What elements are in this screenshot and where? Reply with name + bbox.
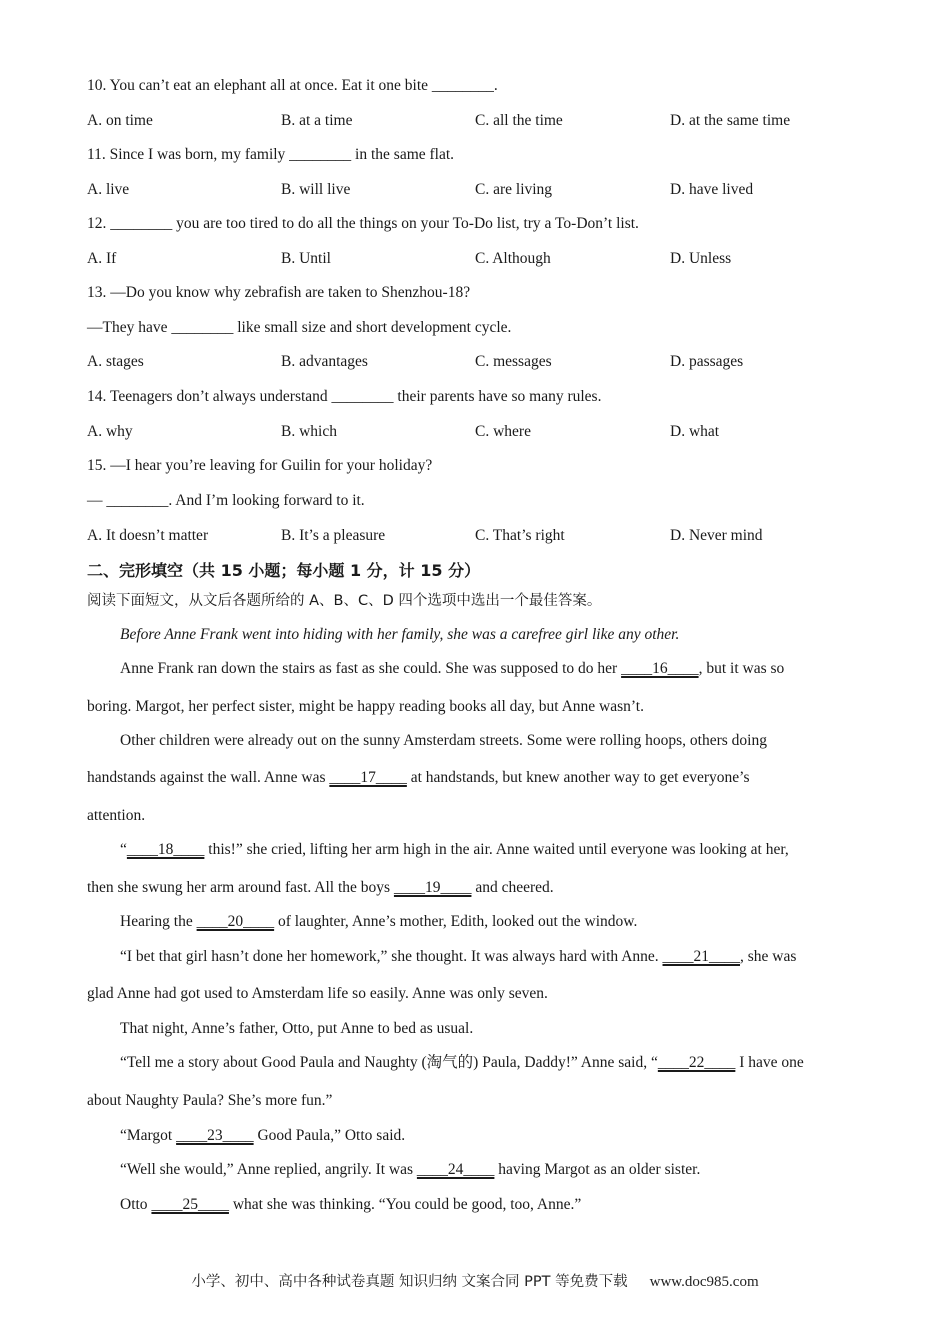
q12-option-b: B. Until (281, 250, 331, 267)
q13-option-c: C. messages (475, 353, 552, 370)
question-10-stem: 10. You can’t eat an elephant all at once. Eat it one bite ________. (87, 77, 498, 94)
q13-option-d: D. passages (670, 353, 744, 370)
cloze-blank-23: ____23____ (176, 1127, 254, 1144)
question-12-stem: 12. ________ you are too tired to do all the things on your To-Do list, try a To-Don’t list. (87, 215, 639, 232)
q15-option-d: D. Never mind (670, 527, 763, 544)
passage-line: “Tell me a story about Good Paula and Naughty (淘气的) Paula, Daddy!” Anne said, “____22____ I have one (120, 1054, 804, 1071)
q10-option-b: B. at a time (281, 112, 353, 129)
cloze-blank-22: ____22____ (657, 1054, 736, 1071)
cloze-blank-18: ____18____ (126, 841, 205, 858)
question-15-stem-response: — ________. And I’m looking forward to it. (87, 492, 365, 509)
passage-line: boring. Margot, her perfect sister, might be happy reading books all day, but Anne wasn’t. (87, 698, 644, 715)
passage-line: Anne Frank ran down the stairs as fast as she could. She was supposed to do her ____16____, but it was so (120, 660, 785, 677)
passage-line: Otto ____25____ what she was thinking. “You could be good, too, Anne.” (120, 1196, 582, 1213)
q10-option-d: D. at the same time (670, 112, 791, 129)
q11-option-a: A. live (87, 181, 130, 198)
passage-line: Other children were already out on the sunny Amsterdam streets. Some were rolling hoops, others doing (120, 732, 767, 749)
page-footer (0, 1270, 950, 1291)
passage-line: “Well she would,” Anne replied, angrily. It was ____24____ having Margot as an older sister. (120, 1161, 701, 1178)
question-13-stem-response: —They have ________ like small size and short development cycle. (87, 319, 512, 336)
cloze-blank-19: ____19____ (393, 879, 472, 896)
q10-option-a: A. on time (87, 112, 153, 129)
q14-option-c: C. where (475, 423, 531, 440)
question-13-stem: 13. —Do you know why zebrafish are taken to Shenzhou-18? (87, 284, 471, 301)
q15-option-c: C. That’s right (475, 527, 565, 544)
q11-option-c: C. are living (475, 181, 553, 198)
q10-option-c: C. all the time (475, 112, 563, 129)
q12-option-a: A. If (87, 250, 117, 267)
cloze-blank-21: ____21____ (662, 948, 741, 965)
q15-option-b: B. It’s a pleasure (281, 527, 386, 544)
footer-text: 小学、初中、高中各种试卷真题 知识归纳 文案合同 PPT 等免费下载 (191, 1274, 628, 1290)
q14-option-a: A. why (87, 423, 133, 440)
section-2-title: 二、完形填空（共 15 小题；每小题 1 分，计 15 分） (87, 561, 481, 580)
passage-line: “I bet that girl hasn’t done her homework,” she thought. It was always hard with Anne. ____21____, she was (120, 948, 797, 965)
passage-line: attention. (87, 807, 146, 824)
question-15-stem: 15. —I hear you’re leaving for Guilin for your holiday? (87, 457, 433, 474)
q12-option-d: D. Unless (670, 250, 732, 267)
passage-line: handstands against the wall. Anne was ____17____ at handstands, but knew another way to get everyone’s (87, 769, 750, 786)
section-2-instruction: 阅读下面短文，从文后各题所给的 A、B、C、D 四个选项中选出一个最佳答案。 (87, 593, 602, 609)
q12-option-c: C. Although (475, 250, 551, 267)
question-14-stem: 14. Teenagers don’t always understand ________ their parents have so many rules. (87, 388, 602, 405)
cloze-blank-17: ____17____ (329, 769, 407, 786)
q14-option-b: B. which (281, 423, 337, 440)
q11-option-b: B. will live (281, 181, 351, 198)
footer-site-link[interactable]: www.doc985.com (649, 1274, 759, 1290)
q14-option-d: D. what (670, 423, 720, 440)
cloze-blank-24: ____24____ (416, 1161, 495, 1178)
passage-line: “Margot ____23____ Good Paula,” Otto said. (120, 1127, 406, 1144)
passage-line: That night, Anne’s father, Otto, put Anne to bed as usual. (120, 1020, 474, 1037)
passage-line: “____18____ this!” she cried, lifting her arm high in the air. Anne waited until everyone was looking at her, (120, 841, 789, 858)
cloze-blank-16: ____16____ (621, 660, 699, 677)
q13-option-a: A. stages (87, 353, 144, 370)
passage-line: glad Anne had got used to Amsterdam life so easily. Anne was only seven. (87, 985, 548, 1002)
cloze-blank-20: ____20____ (196, 913, 275, 930)
q15-option-a: A. It doesn’t matter (87, 527, 209, 544)
passage-line: about Naughty Paula? She’s more fun.” (87, 1092, 333, 1109)
q13-option-b: B. advantages (281, 353, 368, 370)
passage-line: Hearing the ____20____ of laughter, Anne’s mother, Edith, looked out the window. (120, 913, 638, 930)
passage-intro: Before Anne Frank went into hiding with her family, she was a carefree girl like any other. (120, 626, 680, 643)
q11-option-d: D. have lived (670, 181, 754, 198)
passage-line: then she swung her arm around fast. All the boys ____19____ and cheered. (87, 879, 554, 896)
question-11-stem: 11. Since I was born, my family ________ in the same flat. (87, 146, 455, 163)
cloze-blank-25: ____25____ (151, 1196, 229, 1213)
